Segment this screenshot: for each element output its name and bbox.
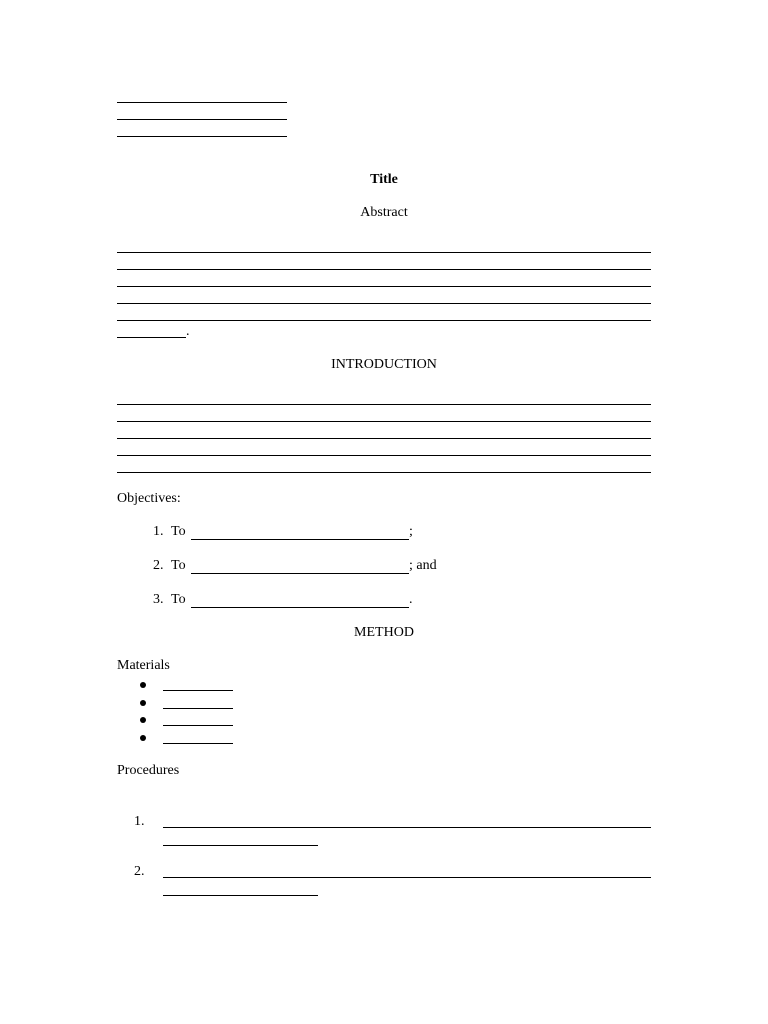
introduction-heading: INTRODUCTION	[331, 357, 437, 372]
objective-item-1	[0, 524, 768, 544]
abstract-line-6[interactable]	[117, 337, 186, 338]
introduction-line-2[interactable]	[117, 421, 651, 422]
procedure-item-2	[0, 864, 768, 904]
procedure-blank-line-a[interactable]	[163, 877, 651, 878]
materials-label: Materials	[117, 658, 170, 673]
procedure-blank-line-b[interactable]	[163, 895, 318, 896]
objectives-label: Objectives:	[117, 491, 181, 506]
procedure-number: 1.	[134, 814, 145, 829]
materials-bullet-1	[140, 682, 146, 688]
abstract-line-5[interactable]	[117, 320, 651, 321]
objective-number: 3.	[153, 592, 164, 607]
objective-blank-line[interactable]	[191, 573, 409, 574]
materials-bullet-3	[140, 717, 146, 723]
introduction-line-3[interactable]	[117, 438, 651, 439]
introduction-line-1[interactable]	[117, 404, 651, 405]
objective-blank-line[interactable]	[191, 607, 409, 608]
objective-prefix: To	[171, 524, 186, 539]
introduction-line-4[interactable]	[117, 455, 651, 456]
objective-suffix: .	[409, 592, 413, 607]
abstract-heading: Abstract	[360, 205, 408, 220]
header-blank-line-1[interactable]	[117, 102, 287, 103]
procedures-label: Procedures	[117, 763, 180, 778]
objective-suffix: ; and	[409, 558, 437, 573]
materials-bullet-4	[140, 735, 146, 741]
abstract-line-2[interactable]	[117, 269, 651, 270]
abstract-line-1[interactable]	[117, 252, 651, 253]
objective-item-2	[0, 558, 768, 578]
objective-blank-line[interactable]	[191, 539, 409, 540]
procedure-blank-line-b[interactable]	[163, 845, 318, 846]
objective-prefix: To	[171, 592, 186, 607]
objective-prefix: To	[171, 558, 186, 573]
introduction-line-5[interactable]	[117, 472, 651, 473]
header-blank-line-2[interactable]	[117, 119, 287, 120]
materials-blank-line-4[interactable]	[163, 743, 233, 744]
method-heading: METHOD	[354, 625, 414, 640]
objective-number: 2.	[153, 558, 164, 573]
materials-blank-line-2[interactable]	[163, 708, 233, 709]
objective-number: 1.	[153, 524, 164, 539]
procedure-item-1	[0, 814, 768, 854]
materials-blank-line-3[interactable]	[163, 725, 233, 726]
abstract-end-period: .	[186, 324, 190, 339]
abstract-line-3[interactable]	[117, 286, 651, 287]
procedure-blank-line-a[interactable]	[163, 827, 651, 828]
header-blank-line-3[interactable]	[117, 136, 287, 137]
procedure-number: 2.	[134, 864, 145, 879]
objective-suffix: ;	[409, 524, 413, 539]
materials-blank-line-1[interactable]	[163, 690, 233, 691]
objective-item-3	[0, 592, 768, 612]
materials-bullet-2	[140, 700, 146, 706]
document-title: Title	[370, 172, 398, 187]
abstract-line-4[interactable]	[117, 303, 651, 304]
